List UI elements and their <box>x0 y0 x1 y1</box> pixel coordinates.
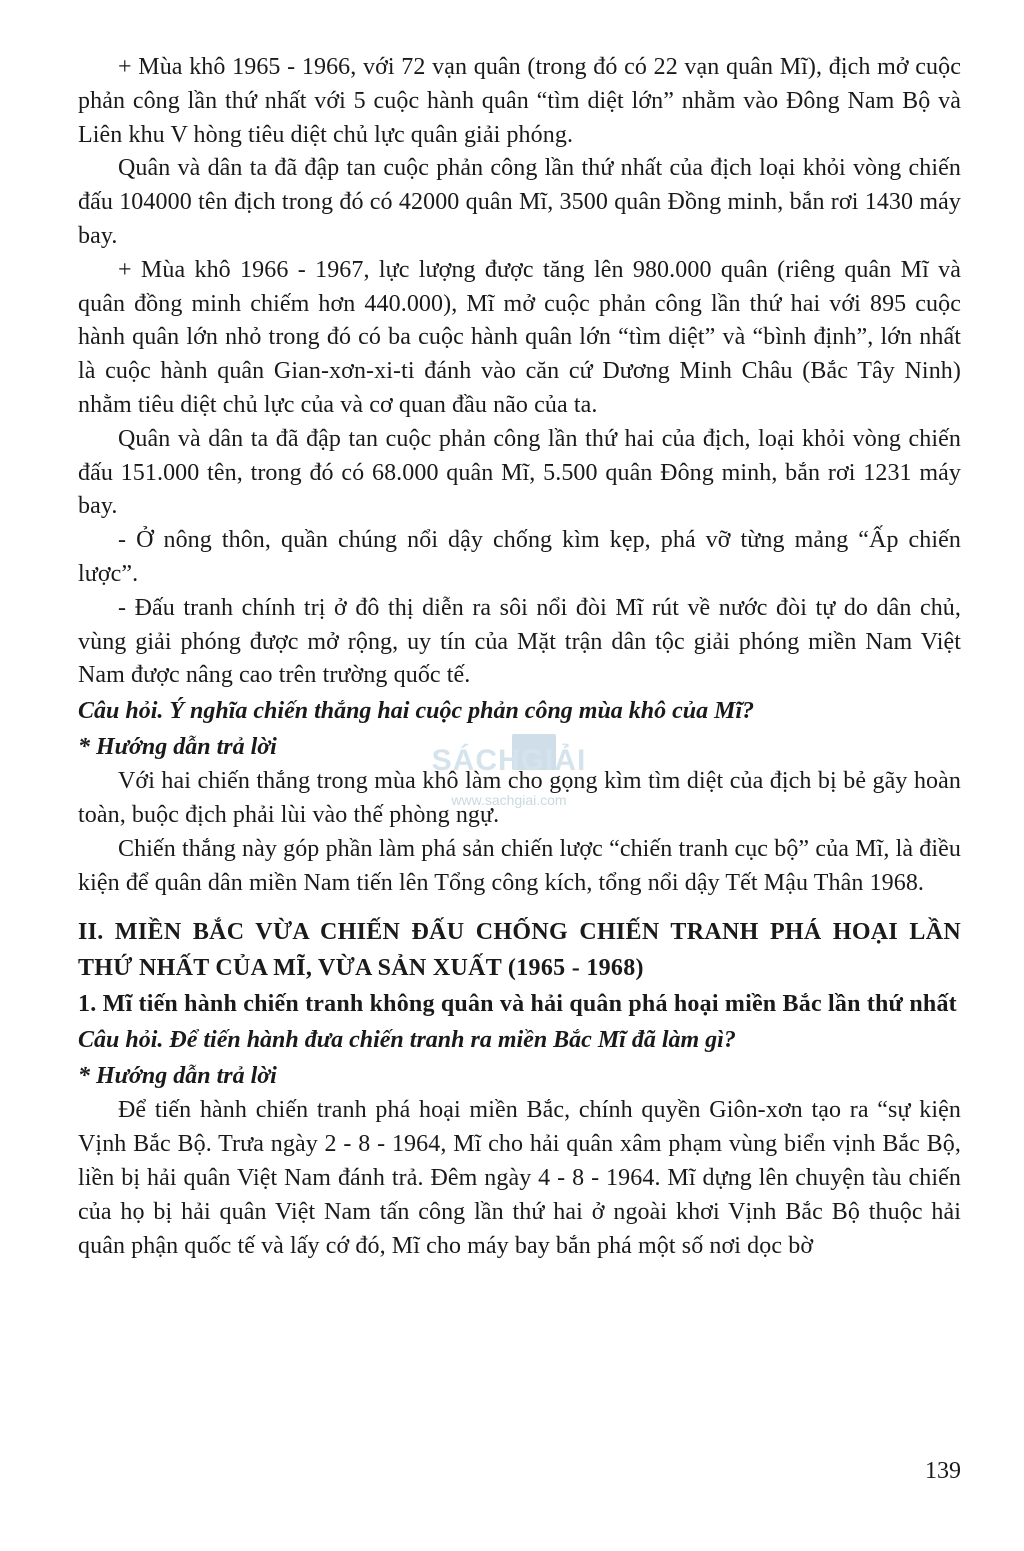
subsection-heading: 1. Mĩ tiến hành chiến tranh không quân và hải quân phá hoại miền Bắc lần thứ nhất <box>78 991 957 1018</box>
paragraph-answer-2: Chiến thắng này góp phần làm phá sản chiến lược “chiến tranh cục bộ” của Mĩ, là điều kiện để quân dân miền Nam tiến lên Tổng công kích, tổng nổi dậy Tết Mậu Thân 1968. <box>78 835 961 896</box>
watermark-url: www.sachgiai.com <box>451 792 567 808</box>
answer-guide-heading-2: * Hướng dẫn trả lời <box>78 1063 277 1090</box>
paragraph-first-counteroffensive-result: Quân và dân ta đã đập tan cuộc phản công lần thứ nhất của địch loại khỏi vòng chiến đấu 104000 tên địch trong đó có 42000 quân Mĩ, 3500 quân Đồng minh, bắn rơi 1430 máy bay. <box>78 155 961 249</box>
paragraph-urban-struggle: - Đấu tranh chính trị ở đô thị diễn ra sôi nổi đòi Mĩ rút về nước đòi tự do dân chủ, vùng giải phóng được mở rộng, uy tín của Mặt trận dân tộc giải phóng miền Nam Việt Nam được nâng cao trên trường quốc tế. <box>78 594 961 689</box>
question-heading-2: Câu hỏi. Để tiến hành đưa chiến tranh ra miền Bắc Mĩ đã làm gì? <box>78 1027 736 1054</box>
paragraph-countryside: - Ở nông thôn, quần chúng nổi dậy chống kìm kẹp, phá vỡ từng mảng “Ấp chiến lược”. <box>78 527 961 587</box>
question-heading: Câu hỏi. Ý nghĩa chiến thắng hai cuộc phản công mùa khô của Mĩ? <box>78 698 755 725</box>
section-heading: II. MIỀN BẮC VỪA CHIẾN ĐẤU CHỐNG CHIẾN TRANH PHÁ HOẠI LẦN THỨ NHẤT CỦA MĨ, VỪA SẢN XUẤT (1965 - 1968) <box>78 919 961 982</box>
paragraph-gulf-of-tonkin: Để tiến hành chiến tranh phá hoại miền Bắc, chính quyền Giôn-xơn tạo ra “sự kiện Vịnh Bắc Bộ. Trưa ngày 2 - 8 - 1964, Mĩ cho hải quân xâm phạm vùng biển vịnh Bắc Bộ, liền bị hải quân Việt Nam đánh trả. Đêm ngày 4 - 8 - 1964. Mĩ dựng lên chuyện tàu chiến của họ bị hải quân Việt Nam tấn công lần thứ hai ở ngoài khơi Vịnh Bắc Bộ thuộc hải quân phận quốc tế và lấy cớ đó, Mĩ cho máy bay bắn phá một số nơi dọc bờ <box>78 1097 961 1259</box>
watermark-brand: SÁCHGIẢI <box>431 744 587 777</box>
paragraph-dry-season-1965: + Mùa khô 1965 - 1966, với 72 vạn quân (trong đó có 22 vạn quân Mĩ), địch mở cuộc phản công lần thứ nhất với 5 cuộc hành quân “tìm diệt lớn” nhằm vào Đông Nam Bộ và Liên khu V hòng tiêu diệt chủ lực quân giải phóng. <box>78 54 961 148</box>
paragraph-answer-1: Với hai chiến thắng trong mùa khô làm cho gọng kìm tìm diệt của địch bị bẻ gãy hoàn toàn, buộc địch phải lùi vào thế phòng ngự. <box>78 768 961 828</box>
paragraph-dry-season-1966: + Mùa khô 1966 - 1967, lực lượng được tăng lên 980.000 quân (riêng quân Mĩ và quân đồng minh chiếm hơn 440.000), Mĩ mở cuộc phản công lần thứ hai với 895 cuộc hành quân lớn nhỏ trong đó có ba cuộc hành quân lớn “tìm diệt” và “bình định”, lớn nhất là cuộc hành quân Gian-xơn-xi-ti đánh vào căn cứ Dương Minh Châu (Bắc Tây Ninh) nhằm tiêu diệt chủ lực của và cơ quan đầu não của ta. <box>78 256 961 418</box>
paragraph-second-counteroffensive-result: Quân và dân ta đã đập tan cuộc phản công lần thứ hai của địch, loại khỏi vòng chiến đấu 151.000 tên, trong đó có 68.000 quân Mĩ, 5.500 quân Đông minh, bắn rơi 1231 máy bay. <box>78 425 961 520</box>
answer-guide-heading: * Hướng dẫn trả lời <box>78 734 277 761</box>
page-number: 139 <box>925 1458 961 1484</box>
